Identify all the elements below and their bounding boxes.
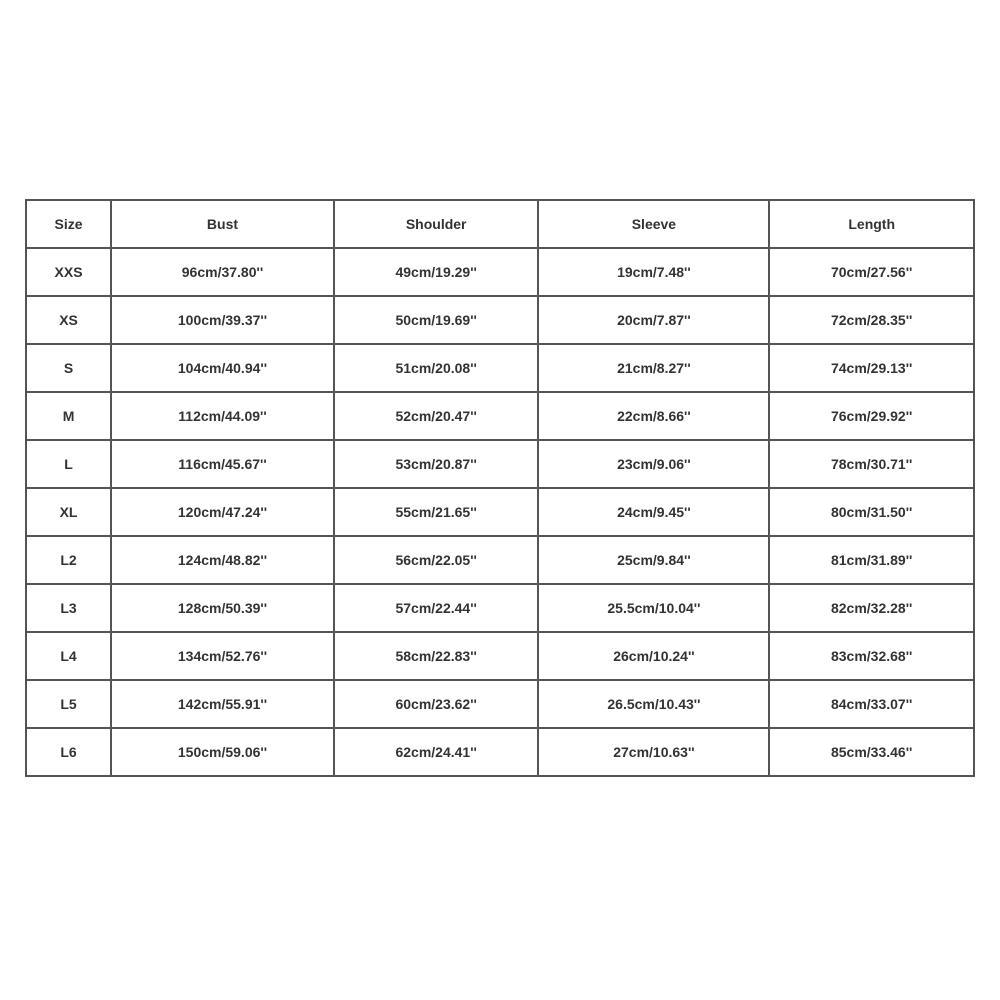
table-row — [26, 536, 974, 584]
table-cell-length: 84cm/33.07'' — [769, 680, 974, 728]
table-row — [26, 632, 974, 680]
table-cell-shoulder: 49cm/19.29'' — [334, 248, 539, 296]
table-cell-sleeve: 21cm/8.27'' — [538, 344, 769, 392]
size-chart-table — [25, 199, 975, 777]
table-cell-size: L2 — [26, 536, 111, 584]
table-cell-length: 76cm/29.92'' — [769, 392, 974, 440]
table-cell-shoulder: 60cm/23.62'' — [334, 680, 539, 728]
table-row — [26, 680, 974, 728]
table-cell-sleeve: 25.5cm/10.04'' — [538, 584, 769, 632]
table-cell-bust: 100cm/39.37'' — [111, 296, 334, 344]
table-cell-sleeve: 27cm/10.63'' — [538, 728, 769, 776]
table-cell-sleeve: 20cm/7.87'' — [538, 296, 769, 344]
table-cell-size: XS — [26, 296, 111, 344]
column-header-bust: Bust — [111, 200, 334, 248]
table-cell-bust: 124cm/48.82'' — [111, 536, 334, 584]
table-cell-length: 74cm/29.13'' — [769, 344, 974, 392]
size-chart-body — [26, 200, 974, 776]
table-cell-shoulder: 58cm/22.83'' — [334, 632, 539, 680]
table-cell-size: XXS — [26, 248, 111, 296]
table-cell-length: 82cm/32.28'' — [769, 584, 974, 632]
table-cell-shoulder: 53cm/20.87'' — [334, 440, 539, 488]
table-cell-bust: 120cm/47.24'' — [111, 488, 334, 536]
table-cell-sleeve: 23cm/9.06'' — [538, 440, 769, 488]
table-cell-size: L — [26, 440, 111, 488]
table-cell-size: XL — [26, 488, 111, 536]
table-cell-length: 78cm/30.71'' — [769, 440, 974, 488]
table-row — [26, 296, 974, 344]
table-cell-shoulder: 55cm/21.65'' — [334, 488, 539, 536]
table-cell-sleeve: 22cm/8.66'' — [538, 392, 769, 440]
table-cell-bust: 112cm/44.09'' — [111, 392, 334, 440]
table-cell-shoulder: 56cm/22.05'' — [334, 536, 539, 584]
table-cell-shoulder: 57cm/22.44'' — [334, 584, 539, 632]
table-row — [26, 392, 974, 440]
table-cell-size: L4 — [26, 632, 111, 680]
table-cell-bust: 128cm/50.39'' — [111, 584, 334, 632]
column-header-length: Length — [769, 200, 974, 248]
table-cell-sleeve: 25cm/9.84'' — [538, 536, 769, 584]
table-cell-bust: 134cm/52.76'' — [111, 632, 334, 680]
table-cell-bust: 104cm/40.94'' — [111, 344, 334, 392]
table-row — [26, 248, 974, 296]
table-cell-length: 83cm/32.68'' — [769, 632, 974, 680]
table-cell-length: 70cm/27.56'' — [769, 248, 974, 296]
column-header-sleeve: Sleeve — [538, 200, 769, 248]
table-cell-shoulder: 62cm/24.41'' — [334, 728, 539, 776]
table-cell-size: L3 — [26, 584, 111, 632]
table-cell-sleeve: 26.5cm/10.43'' — [538, 680, 769, 728]
table-cell-length: 81cm/31.89'' — [769, 536, 974, 584]
table-cell-shoulder: 52cm/20.47'' — [334, 392, 539, 440]
table-cell-bust: 116cm/45.67'' — [111, 440, 334, 488]
table-row — [26, 344, 974, 392]
table-cell-sleeve: 26cm/10.24'' — [538, 632, 769, 680]
table-cell-sleeve: 19cm/7.48'' — [538, 248, 769, 296]
table-row — [26, 728, 974, 776]
table-cell-length: 72cm/28.35'' — [769, 296, 974, 344]
table-cell-length: 85cm/33.46'' — [769, 728, 974, 776]
table-cell-shoulder: 50cm/19.69'' — [334, 296, 539, 344]
table-cell-bust: 96cm/37.80'' — [111, 248, 334, 296]
table-cell-size: M — [26, 392, 111, 440]
table-cell-bust: 150cm/59.06'' — [111, 728, 334, 776]
table-header-row — [26, 200, 974, 248]
column-header-shoulder: Shoulder — [334, 200, 539, 248]
table-cell-length: 80cm/31.50'' — [769, 488, 974, 536]
table-cell-bust: 142cm/55.91'' — [111, 680, 334, 728]
table-cell-size: L6 — [26, 728, 111, 776]
table-row — [26, 488, 974, 536]
table-row — [26, 440, 974, 488]
table-cell-size: S — [26, 344, 111, 392]
table-row — [26, 584, 974, 632]
table-cell-sleeve: 24cm/9.45'' — [538, 488, 769, 536]
table-cell-shoulder: 51cm/20.08'' — [334, 344, 539, 392]
table-cell-size: L5 — [26, 680, 111, 728]
column-header-size: Size — [26, 200, 111, 248]
